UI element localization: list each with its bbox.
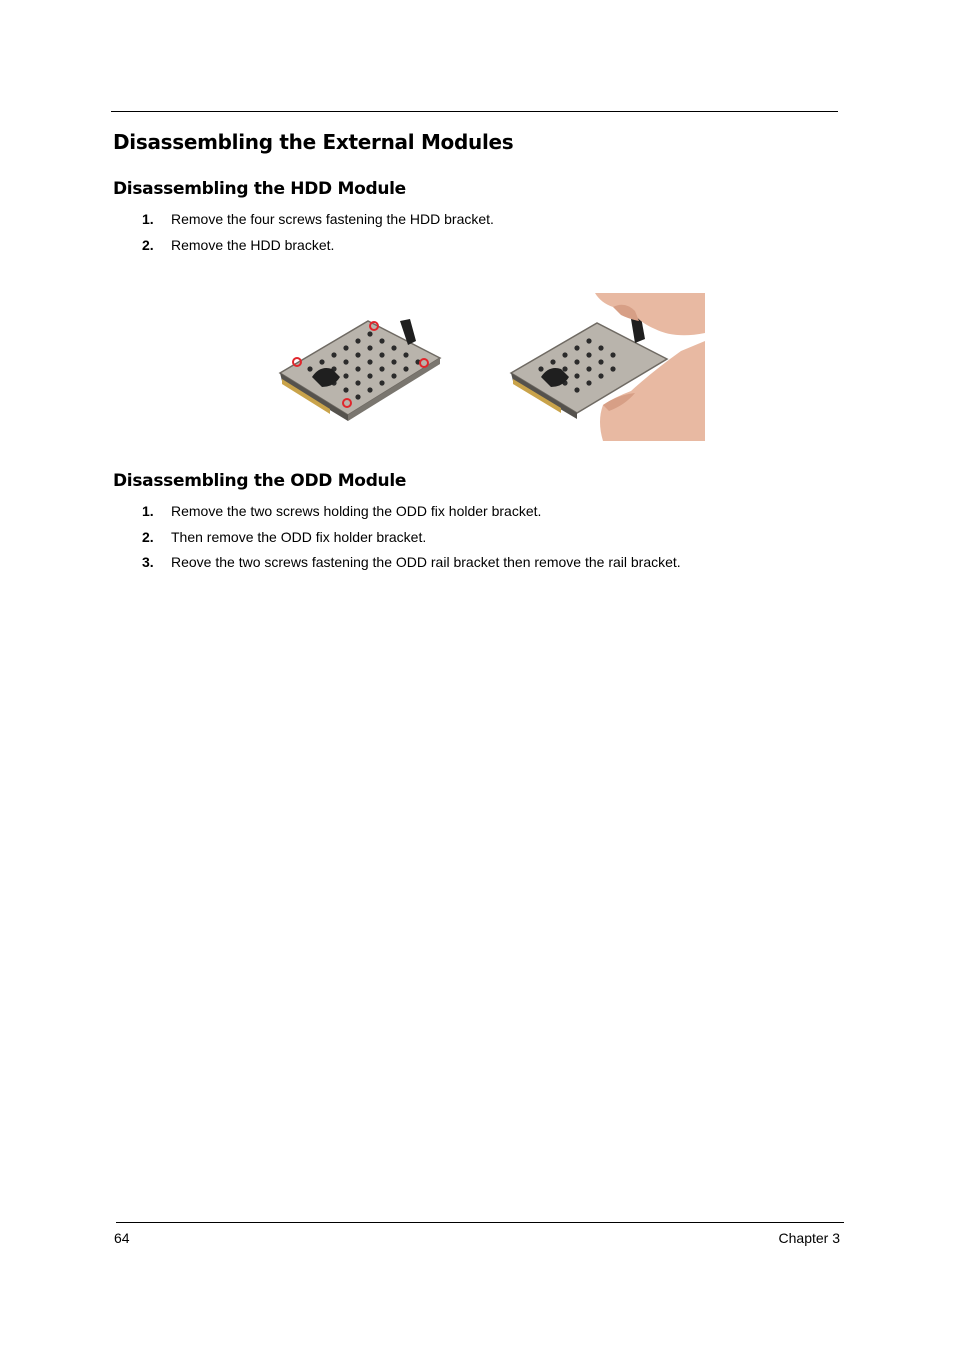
- step-text: Then remove the ODD fix holder bracket.: [171, 529, 427, 545]
- section-heading-odd: Disassembling the ODD Module: [113, 471, 407, 491]
- header-rule: [111, 111, 838, 112]
- step-number: 2.: [142, 529, 154, 545]
- step-number: 3.: [142, 554, 154, 570]
- step-text: Remove the four screws fastening the HDD bracket.: [171, 211, 494, 227]
- page-title: Disassembling the External Modules: [113, 130, 514, 154]
- step-text: Remove the two screws holding the ODD fix holder bracket.: [171, 503, 542, 519]
- step-number: 1.: [142, 211, 154, 227]
- footer-rule: [116, 1222, 844, 1223]
- step-number: 1.: [142, 503, 154, 519]
- step-text: Remove the HDD bracket.: [171, 237, 335, 253]
- section-heading-hdd: Disassembling the HDD Module: [113, 179, 406, 199]
- hdd-screws-figure: [250, 293, 466, 441]
- step-number: 2.: [142, 237, 154, 253]
- hdd-bracket-removal-figure: [485, 293, 705, 441]
- chapter-label: Chapter 3: [778, 1230, 840, 1246]
- page-number: 64: [114, 1230, 130, 1246]
- step-text: Reove the two screws fastening the ODD rail bracket then remove the rail bracket.: [171, 554, 681, 570]
